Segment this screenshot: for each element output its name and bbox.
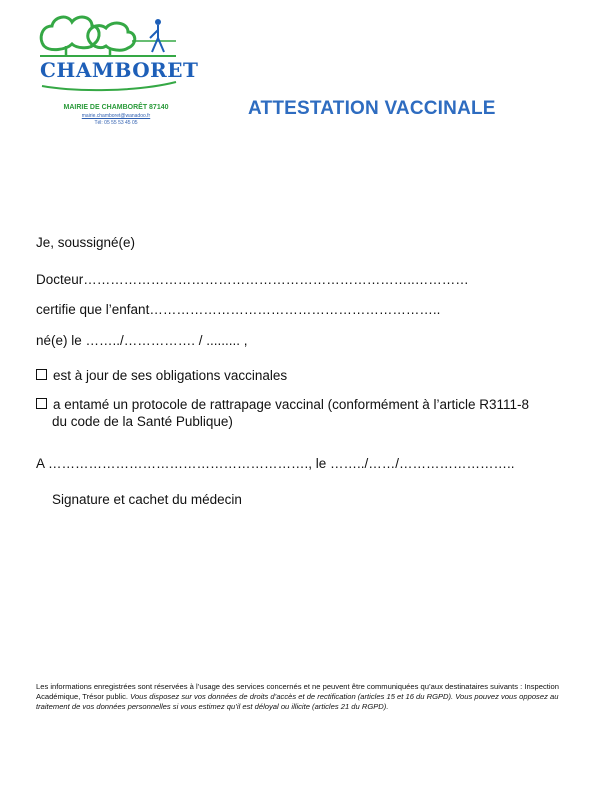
checkbox-rattrapage-label-cont: du code de la Santé Publique) — [52, 414, 233, 429]
field-soussigne: Je, soussigné(e) — [36, 235, 136, 250]
checkbox-obligations[interactable] — [36, 368, 287, 383]
chamboret-logo — [36, 8, 199, 92]
privacy-notice — [36, 682, 572, 712]
checkbox-obligations-label: est à jour de ses obligations vaccinales — [53, 368, 288, 383]
field-date-naissance: né(e) le ……../……………. / ......... , — [36, 333, 248, 348]
privacy-notice-rights: Vous disposez sur vos données de droits d’accès et de rectification (articles 15 et 16 du RGPD). Vous pouvez vous opposez au traitement de vos données personnelles si vous estimez qu’il est déloyal ou illicite (articles 21 du RGPD). — [36, 692, 559, 711]
checkbox-rattrapage[interactable] — [36, 397, 529, 412]
document-title: ATTESTATION VACCINALE — [248, 98, 496, 119]
signature-label: Signature et cachet du médecin — [52, 492, 242, 507]
logo-wordmark: CHAMBORET — [40, 58, 199, 82]
field-lieu-date: A …………………………………………………., le ……../……/…………………….. — [36, 456, 515, 471]
mairie-phone: Tél: 05 55 53 45 05 — [94, 120, 138, 126]
checkbox-square-icon[interactable] — [36, 369, 47, 380]
mairie-address: MAIRIE DE CHAMBORÊT 87140 — [63, 104, 169, 111]
field-enfant: certifie que l’enfant……………………………………………………….. — [36, 302, 441, 317]
mairie-email-link[interactable]: mairie.chamboret@wanadoo.fr — [81, 113, 151, 119]
field-docteur: Docteur………………………………………………………………..………… — [36, 272, 469, 287]
checkbox-square-icon[interactable] — [36, 398, 47, 409]
privacy-notice-text: Les informations enregistrées sont réservées à l’usage des services concernés et ne peuvent être communiquées qu’aux destinataires suivants : Inspection Académique, Trésor public. — [36, 682, 559, 701]
checkbox-rattrapage-label: a entamé un protocole de rattrapage vaccinal (conformément à l’article R3111-8 — [53, 397, 530, 412]
